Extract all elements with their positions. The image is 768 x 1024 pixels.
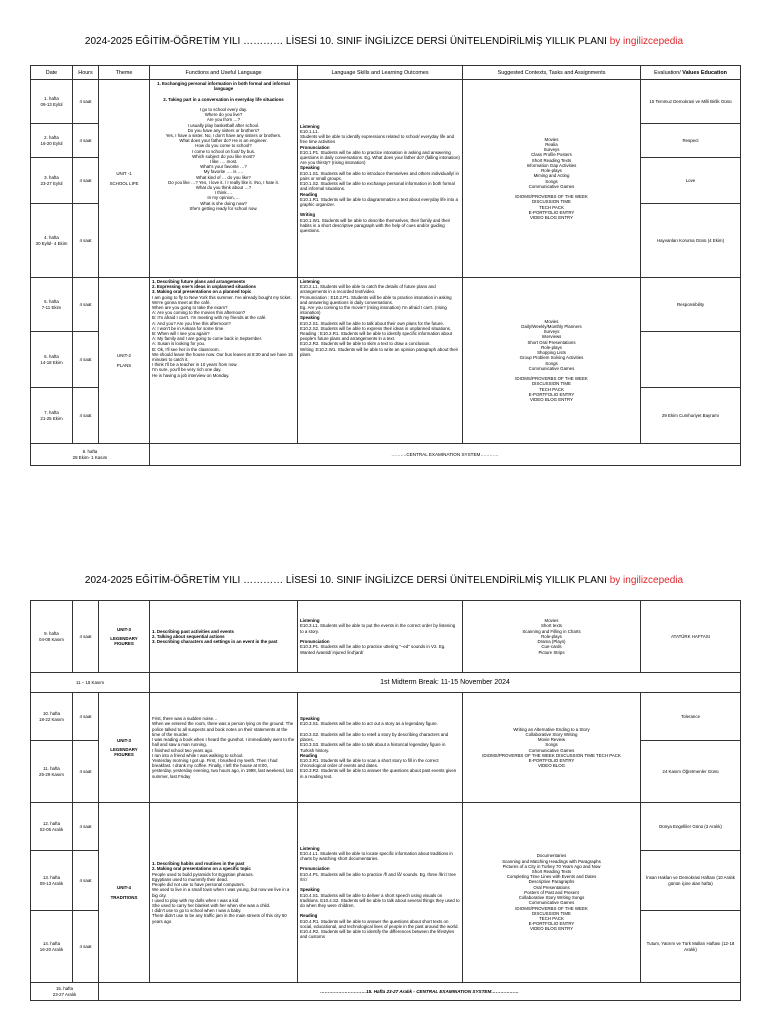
text-line: Communicative Games (528, 900, 575, 906)
text-line: E10.3.S1. Students will be able to act out a story as a legendary figure. (300, 721, 438, 727)
evaluation: Hayvanları Koruma Günü (4 Ekim) (641, 204, 741, 278)
text-line: E10.4.R1. Students will be able to answer the questions about short texts on social, educational, and technological lives of people in the past around the world. (300, 918, 459, 929)
header-evaluation (641, 66, 741, 80)
text-line: E10.4.R2. Students will be able to identify the differences between the lifestyles and customs (300, 928, 455, 940)
text-line: Writing an Alternative Ending to a Story (513, 726, 590, 732)
text-line: Speaking (300, 165, 320, 171)
text-line: B: Ok, I'll see her in the classroom. (152, 346, 220, 352)
table-row (31, 601, 741, 673)
text-line: A: My family and I are going to come back in September. (152, 336, 263, 342)
text-line: Drama (Plays) (537, 639, 566, 645)
header-evaluation-b: Values Education (682, 69, 727, 76)
text-line: Short Oral Presentations (527, 339, 576, 345)
table-row (31, 278, 741, 332)
text-line: 3. Describing characters and settings in an event in the past (152, 639, 278, 645)
text-line: When are you going to take the exam? (152, 305, 228, 311)
skills-cell (298, 803, 463, 983)
unit-theme: UNIT-3 LEGENDARY FIGURES (99, 693, 150, 803)
text-line: I finished school two years ago. (152, 747, 214, 753)
functions-cell (150, 601, 298, 673)
text-line: E10.3.S3. Students will be able to talk about a historical legendary figure in Turkish history. (300, 742, 446, 753)
text-line: Group Problem Solving Activities (519, 355, 584, 361)
text-line: E10.4.L1. Students will be able to locate specific information about traditions in charts by watching short documentaries. (300, 850, 453, 862)
unit-theme: UNIT-3 LEGENDARY FIGURES (99, 601, 150, 673)
text-line: Movies (544, 618, 559, 624)
text-line: E-PORTFOLIO ENTRY (528, 921, 575, 927)
evaluation: Tutum, Yatırım ve Türk Malları Haftası (12-18 Aralık) (641, 911, 741, 983)
text-line: E10.1.W1. Students will be able to describe themselves, their family and their habits in a short descriptive paragraph with the help of cues and/or guiding questions. (300, 217, 451, 233)
unit-theme: UNIT -1 SCHOOL LIFE (99, 80, 150, 278)
text-line: Information Gap Activities (526, 162, 577, 168)
text-line: Role-plays (541, 633, 562, 639)
title-text: 2024-2025 EĞİTİM-ÖĞRETİM YILI ………… LİSESİ 10. SINIF İNGİLİZCE DERSİ ÜNİTELENDİRİLMİŞ YILLIK PLANI (84, 36, 607, 47)
plan-table-2 (30, 600, 741, 1001)
text-line: TECH PACK (539, 386, 564, 392)
text-line: In my opinion, ... (207, 195, 240, 201)
text-line: E10.2.S2. Students will be able to express their ideas in unplanned situations. (300, 325, 452, 331)
text-line: Do you have any sisters or brothers? (187, 127, 260, 133)
text-line: I like …. most. (209, 159, 238, 165)
text-line: Movies (544, 136, 559, 142)
text-line: A: Are you coming to the movies this afternoon? (152, 310, 246, 316)
text-line: Scanning and Matching Headings with Paragraphs (502, 858, 601, 864)
evaluation: Respect (641, 124, 741, 158)
week-date: 14. hafta 16-20 Aralık (31, 911, 73, 983)
text-line: Movie Review (537, 737, 566, 743)
text-line: E10.3.L1. Students will be able to put the events in the correct order by listening to a story. (300, 623, 456, 634)
text-line: TECH PACK (539, 915, 564, 921)
text-line: 1. Describing future plans and arrangements (152, 279, 246, 284)
text-line: Are you from …? (206, 117, 241, 123)
text-line: Yes, I have a sister. No, I don't have any sisters or brothers. (165, 133, 282, 139)
text-line: Communicative Games (528, 183, 575, 189)
contexts-cell (463, 601, 641, 673)
text-line: IDIOMS/PROVERBS OF THE WEEK (515, 194, 588, 200)
week-date: 9. hafta 04-08 Kasım (31, 601, 73, 673)
week-date: 15. hafta 23-27 Aralık (31, 983, 99, 1001)
text-line: E10.2.S1. Students will be able to talk about their own plans for the future. (300, 320, 445, 326)
text-line: 2. Talking about sequential actions (152, 633, 225, 639)
text-line: Pronunciation (300, 866, 330, 872)
table-row (31, 803, 741, 851)
skills-cell (298, 80, 463, 278)
text-line: 2. Making oral presentations on a specific topic (152, 866, 251, 872)
week-date: 11. hafta 25-29 Kasım (31, 741, 73, 803)
text-line: VIDEO BLOG ENTRY (529, 214, 574, 220)
text-line: There didn't use to be any traffic jam in the main streets of this city 50 years ago (152, 913, 287, 924)
text-line: E10.1.P1. Students will be able to practice intonation in asking and answering questions in daily conversations. Eg. What does your father do? (falling intonation) Are you thirsty? (rising intonation) (300, 149, 460, 166)
text-line: Egyptians used to mummify their dead. (152, 876, 228, 882)
week-hours: 4 saat (73, 803, 99, 851)
week-date: 3. hafta 23-27 Eylül (31, 158, 73, 204)
text-line: Listening (300, 279, 320, 284)
text-line: Writing (300, 212, 316, 218)
text-line: E10.4.S1. Students will be able to deliver a short speech using visuals on traditions. E10.4.S2. Students will be able to talk about several things they used to do when they were children. (300, 892, 460, 908)
text-line: E10.3.R2. Students will be able to answer the questions about past events given in a reading text. (300, 768, 457, 779)
text-line: DISCUSSION TIME (532, 199, 571, 205)
text-line: She used to carry her blanket with her when she was a child. (152, 902, 271, 908)
header-evaluation-a: Evaluation/ (654, 69, 683, 76)
header-theme: Theme (99, 66, 150, 80)
text-line: Shopping Lists (537, 350, 566, 356)
text-line: Reading : E10.2.R1. Students will be able to identify specific information about people's future plans and arrangements in a text. (300, 331, 453, 342)
plan-table-1 (30, 65, 741, 466)
text-line: Listening (300, 123, 320, 129)
text-line: I was reading a book when I heard the gunshot. I immediately went to the hall and saw a man running. (152, 737, 295, 748)
text-line: IDIOMS/PROVERBS OF THE WEEK DISCUSSION TIME TECH PACK (482, 752, 621, 758)
header-skills: Language Skills and Learning Outcomes (298, 66, 463, 80)
title-brand: by ingilizcepedia (609, 36, 684, 47)
text-line: Interviews (541, 334, 562, 340)
week-hours: 4 saat (73, 851, 99, 911)
evaluation (641, 332, 741, 388)
evaluation: 29 Ekim Cumhuriyet Bayramı (641, 388, 741, 444)
text-line: Speaking (300, 887, 320, 893)
text-line: E10.3.R1. Students will be able to scan a short story to fill in the correct chronological order of events and dates. (300, 757, 439, 769)
week-hours: 4 saat (73, 332, 99, 388)
text-line: Pronunciation : E10.2.P1. Students will be able to practice intonation in asking and answering questions in daily conversations. (300, 294, 452, 305)
text-line: Students will be able to identify expressions related to school/ everyday life and free time activities (300, 134, 455, 145)
functions-cell (150, 803, 298, 983)
header-contexts: Suggested Contexts, Tasks and Assignments (463, 66, 641, 80)
text-line: Short texts (541, 623, 562, 629)
contexts-cell (463, 803, 641, 983)
skills-cell (298, 601, 463, 673)
text-line: Realia (545, 142, 558, 148)
unit-theme: UNIT-4 TRADITIONS (99, 803, 150, 983)
text-line: Communicative Games (528, 747, 575, 753)
text-line: Listening (300, 845, 320, 851)
text-line: E10.1.S2. Students will be able to exchange personal information in both formal and informal situations. (300, 181, 455, 192)
text-line: Movies (544, 318, 559, 324)
table-row (31, 444, 741, 466)
contexts-cell (463, 693, 641, 803)
text-line: My favorite …. is …. (203, 169, 244, 175)
text-line: When we entered the room, there was a person lying on the ground. The police talked to all suspects and book notes on their statements at the time of the murder. (152, 721, 294, 737)
text-line: Do you like …? Yes, I love it. / I really like it. /No, I hate it. (168, 179, 279, 185)
text-line: A: Susan is looking for you. (152, 341, 206, 347)
text-line: Songs (545, 742, 558, 748)
text-line: Daily/Weekly/Monthly Planners (521, 324, 582, 330)
evaluation: Tolerance (641, 693, 741, 741)
break-date: 11 – 15 Kasım (31, 673, 150, 693)
text-line: Listening (300, 618, 320, 624)
text-line: Role-plays (541, 344, 562, 350)
text-line: A: And you? Are you free this afternoon? (152, 320, 231, 326)
text-line: I usually play basketball after school. (187, 122, 260, 128)
evaluation: 24 Kasım Öğretmenler Günü (641, 741, 741, 803)
week-date: 1. hafta 09-13 Eylül (31, 80, 73, 124)
evaluation: İnsan Hakları ve Demokrasi Haftası (10 Aralık günün içine alan hafta) (641, 851, 741, 911)
text-line: I ran into a friend while I was walking to school. (152, 752, 244, 758)
text-line: DISCUSSION TIME (532, 381, 571, 387)
text-line: Cue-cards (541, 644, 562, 650)
week-hours: 4 saat (73, 741, 99, 803)
text-line: Oral Presentations (533, 884, 570, 890)
text-line: yesterday, yesterday evening, two hours ago, in 1998, last weekend, last summer, last Friday (152, 768, 293, 779)
text-line: Scanning and Filling in Charts (522, 628, 581, 634)
break-banner: 1st Midterm Break: 11-15 November 2024 (150, 673, 741, 693)
week-hours: 4 saat (73, 124, 99, 158)
text-line: Pronunciation (300, 639, 330, 645)
header-hours: Hours (73, 66, 99, 80)
header-row (31, 66, 741, 80)
title-text: 2024-2025 EĞİTİM-ÖĞRETİM YILI ………… LİSESİ 10. SINIF İNGİLİZCE DERSİ ÜNİTELENDİRİLMİŞ YILLIK PLANI (84, 575, 607, 586)
text-line: Role-plays (541, 168, 562, 174)
text-line: DISCUSSION TIME (532, 910, 571, 916)
text-line: Collaborative Story Writing (525, 731, 578, 737)
title-brand: by ingilizcepedia (609, 575, 684, 586)
text-line: A: I won't be in Ankara for some time. (152, 325, 225, 331)
functions-cell (150, 278, 298, 444)
text-line: What does your father do? He is an engineer. (179, 138, 268, 144)
text-line: E10.2.L1. Students will be able to catch the details of future plans and arrangements in a recorded text/video. (300, 284, 436, 295)
text-line: Class Profile Posters (531, 152, 572, 158)
text-line: We're gonna meet at the café. (152, 299, 211, 305)
week-date: 10. hafta 18-22 Kasım (31, 693, 73, 741)
text-line: Speaking (300, 716, 320, 722)
week-hours: 4 saat (73, 278, 99, 332)
functions-cell (150, 80, 298, 278)
text-line: Songs (545, 178, 558, 184)
text-line: First, there was a sudden noise… (152, 716, 218, 722)
contexts-cell (463, 80, 641, 278)
evaluation: 15 Temmuz Demokrasi ve Milli Birlik Günü (641, 80, 741, 124)
text-line: Communicative Games (528, 365, 575, 371)
text-line: E10.1.S1. Students will be able to introduce themselves and others individually/ in pairs or small groups. (300, 170, 459, 181)
text-line: We should leave the house now. Our bus leaves at 8:30 and we have 15 minutes to catch it. (152, 351, 293, 363)
week-hours: 4 saat (73, 388, 99, 444)
week-hours: 4 saat (73, 80, 99, 124)
skills-cell (298, 693, 463, 803)
text-line: I didn't use to go to school when I was a baby. (152, 908, 242, 914)
text-line: I go to school every day. (199, 107, 248, 113)
text-line: E10.1.L1. (300, 129, 319, 135)
text-line: 1. Describing past activities and events (152, 628, 234, 634)
week-date: 13. hafta 09-13 Aralık (31, 851, 73, 911)
text-line: 2. Taking part in a conversation in everyday life situations (163, 96, 284, 102)
text-line: What is she doing now? (200, 200, 247, 206)
text-line: Surveys (543, 329, 560, 335)
table-row (31, 983, 741, 1001)
text-line: Miming and Acting (533, 173, 570, 179)
text-line: I used to play with my dolls when I was a kid. (152, 897, 240, 903)
evaluation: Love (641, 158, 741, 204)
week-date: 6. hafta 14-18 Ekim (31, 332, 73, 388)
text-line: Pictures of a City in Turkey 70 Years Ago and Now (502, 863, 601, 869)
text-line: VIDEO BLOG ENTRY (529, 396, 574, 402)
text-line: How do you come to school? (195, 143, 252, 149)
week-hours: 4 saat (73, 601, 99, 673)
text-line: He is having a job interview on Monday. (152, 372, 230, 378)
text-line: I come to school on foot/ by bus. (191, 148, 256, 154)
text-line: Pronunciation (300, 144, 330, 150)
table-row (31, 80, 741, 124)
text-line: She's getting ready for school now. (189, 205, 258, 211)
week-date: 4. hafta 30 Eylül- 4 Ekim (31, 204, 73, 278)
text-line: Where do you live? (204, 112, 243, 118)
header-date: Date (31, 66, 73, 80)
text-line: IDIOMS/PROVERBS OF THE WEEK (515, 905, 588, 911)
week-hours: 4 saat (73, 204, 99, 278)
text-line: Writing :E10.2.W1. Students will be able to write an opinion paragraph about their plans (300, 346, 459, 357)
text-line: E10.4.P1. Students will be able to practice /f/ and /δ/ sounds. Eg. three /θri:/ tree /tri:/ (300, 871, 456, 882)
text-line: Reading (300, 191, 318, 197)
text-line: Surveys (543, 147, 560, 153)
week-hours: 4 saat (73, 911, 99, 983)
text-line: I am going to fly to New York this summer. I've already bought my ticket. (152, 294, 292, 300)
text-line: 3. Making oral presentations on a planned topic (152, 289, 252, 295)
text-line: Short Reading Texts (531, 869, 572, 875)
week-hours: 4 saat (73, 693, 99, 741)
text-line: Documentaries (536, 853, 567, 859)
text-line: E10.1.R1. Students will be able to diagrammatize a text about everyday life into a graphic organizer. (300, 196, 458, 207)
week-date: 12. hafta 02-06 Aralık (31, 803, 73, 851)
text-line: E-PORTFOLIO ENTRY (528, 757, 575, 763)
text-line: B: When will I see you again? (152, 331, 210, 337)
unit-theme: UNIT-2 PLANS (99, 278, 150, 444)
evaluation: Responsibility (641, 278, 741, 332)
text-line: What's your favorite …? (200, 164, 247, 170)
week-date: 8. hafta 28 Ekim- 1 Kasım (31, 444, 150, 466)
functions-cell (150, 693, 298, 803)
contexts-cell (463, 278, 641, 444)
evaluation: Dünya Engelliler Günü (3 Aralık) (641, 803, 741, 851)
text-line: TECH PACK (539, 204, 564, 210)
text-line: Songs (545, 360, 558, 366)
text-line: I think I'll be a teacher in 10 years from now. (152, 362, 238, 368)
text-line: Completing Time Lines with Events and Dates (506, 874, 597, 880)
skills-cell (298, 278, 463, 444)
text-line: I think…. (214, 190, 233, 196)
table-row (31, 673, 741, 693)
evaluation: ATATÜRK HAFTASI (641, 601, 741, 673)
text-line: E10.3.P1. Students will be able to practice uttering "–ed" sounds in V2. Eg. Wanted /wantid/ injured /ind'jard/ (300, 644, 446, 655)
text-line: People used to build pyramids for Egyptian pharaos. (152, 871, 254, 877)
text-line: Yesterday morning I got up. First, I brushed my teeth. Then I had breakfast. I drank my coffee. Finally, I left the house at 8:00, (152, 757, 278, 769)
page-title (0, 36, 768, 47)
text-line: What kind of … do you like? (196, 174, 251, 180)
exam-note: …………………………15. Hafta 23-27 Aralık - CENTRAL EXAMINATION SYSTEM……………… (99, 983, 741, 1001)
text-line: IDIOMS/PROVERBS OF THE WEEK (515, 376, 588, 382)
text-line: Short Reading Texts (531, 157, 572, 163)
text-line: Picture Strips (538, 649, 565, 655)
text-line: VIDEO BLOG ENTRY (529, 926, 574, 932)
text-line: Reading (300, 752, 318, 758)
text-line: Collaborative Story Writing Songs (518, 895, 585, 901)
text-line: B: I'm afraid I can't. I'm meeting with my friends at the café. (152, 315, 267, 321)
text-line: We used to live in a small town when I was young, but now we live in a big city. (152, 887, 290, 898)
text-line: Reading (300, 913, 318, 919)
week-hours: 4 saat (73, 158, 99, 204)
text-line: People did not use to have personal computers. (152, 882, 245, 888)
text-line: E-PORTFOLIO ENTRY (528, 391, 575, 397)
text-line: What do you think about …? (195, 185, 252, 191)
text-line: 2. Expressing one's ideas in unplanned situations (152, 284, 257, 290)
header-functions: Functions and Useful Language (150, 66, 298, 80)
text-line: Descriptive Paragraphs (528, 879, 575, 885)
exam-note: ……….CENTRAL EXAMINATION SYSTEM………… (150, 444, 741, 466)
text-line: Which subject do you like most? (192, 153, 255, 159)
table-row (31, 693, 741, 741)
text-line: 1. Describing habits and routines in the past (152, 861, 245, 867)
week-date: 7. hafta 21-25 Ekim (31, 388, 73, 444)
text-line: 1. Exchanging personal information in both formal and informal language (157, 81, 290, 92)
text-line: VIDEO BLOG (537, 763, 566, 769)
text-line: I'm sure, you'll be very rich one day. (152, 367, 222, 373)
text-line: E-PORTFOLIO ENTRY (528, 209, 575, 215)
text-line: E10.2.R2. Students will be able to skim a text to draw a conclusion. (300, 341, 431, 347)
week-date: 5. hafta 7-11 Ekim (31, 278, 73, 332)
text-line: Speaking (300, 315, 320, 321)
text-line: E10.3.S2. Students will be able to retell a story by describing characters and places. (300, 731, 449, 743)
week-date: 2. hafta 16-20 Eylül (31, 124, 73, 158)
page-title-2 (0, 575, 768, 586)
text-line: Posters of Past and Present (524, 889, 579, 895)
text-line: Eg. Are you coming to the movie? (rising intonation) I'm afraid I can't. (rising intonation) (300, 305, 447, 316)
